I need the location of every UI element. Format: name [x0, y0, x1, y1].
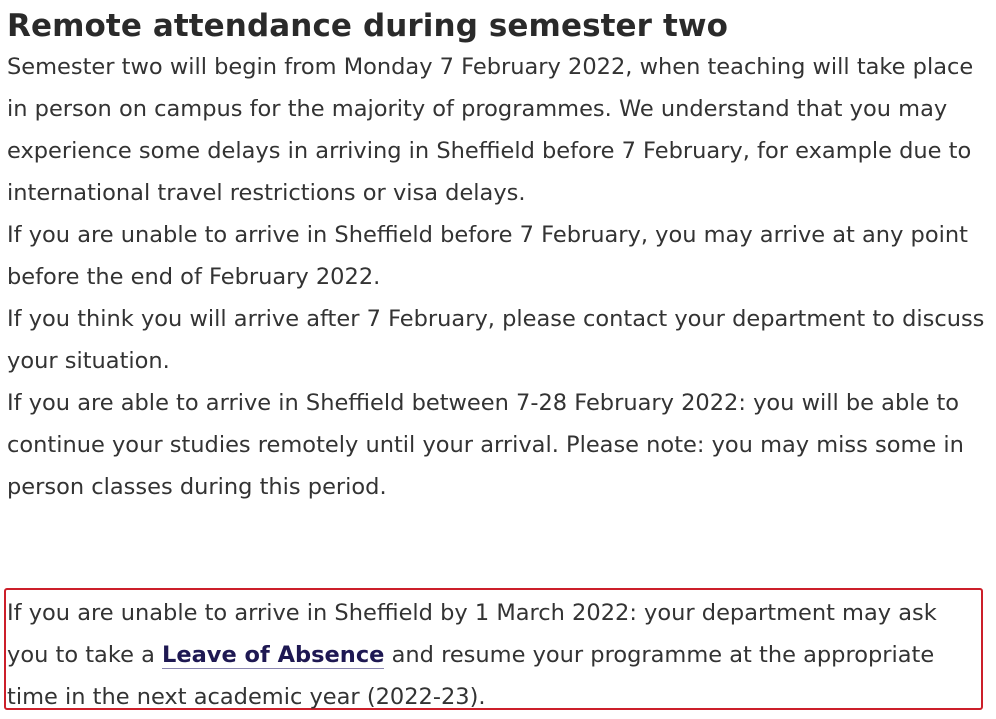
article-section	[7, 0, 992, 710]
paragraph-contact-department: If you think you will arrive after 7 February, please contact your department to discuss your situation.	[7, 306, 985, 374]
section-heading: Remote attendance during semester two	[7, 8, 729, 44]
paragraph-semester-start: Semester two will begin from Monday 7 February 2022, when teaching will take place in person on campus for the majority of programmes. We understand that you may experience some delays in arriving in Sheffield before 7 February, for example due to international travel restrictions or visa delays.	[7, 54, 974, 206]
paragraph-arrival-deadline: If you are unable to arrive in Sheffield before 7 February, you may arrive at any point before the end of February 2022.	[7, 222, 968, 290]
paragraph-remote-study: If you are able to arrive in Sheffield between 7-28 February 2022: you will be able to continue your studies remotely until your arrival. Please note: you may miss some in person classes during this period.	[7, 390, 964, 500]
leave-of-absence-link[interactable]: Leave of Absence	[162, 642, 385, 668]
paragraph-leave-of-absence	[7, 592, 982, 718]
paragraph-text-before-link: If you are unable to arrive in Sheffield by 1 March 2022: your department may ask you to take a	[7, 600, 937, 668]
paragraph-text-after-link: and resume your programme at the appropriate time in the next academic year (2022-23).	[7, 642, 935, 710]
